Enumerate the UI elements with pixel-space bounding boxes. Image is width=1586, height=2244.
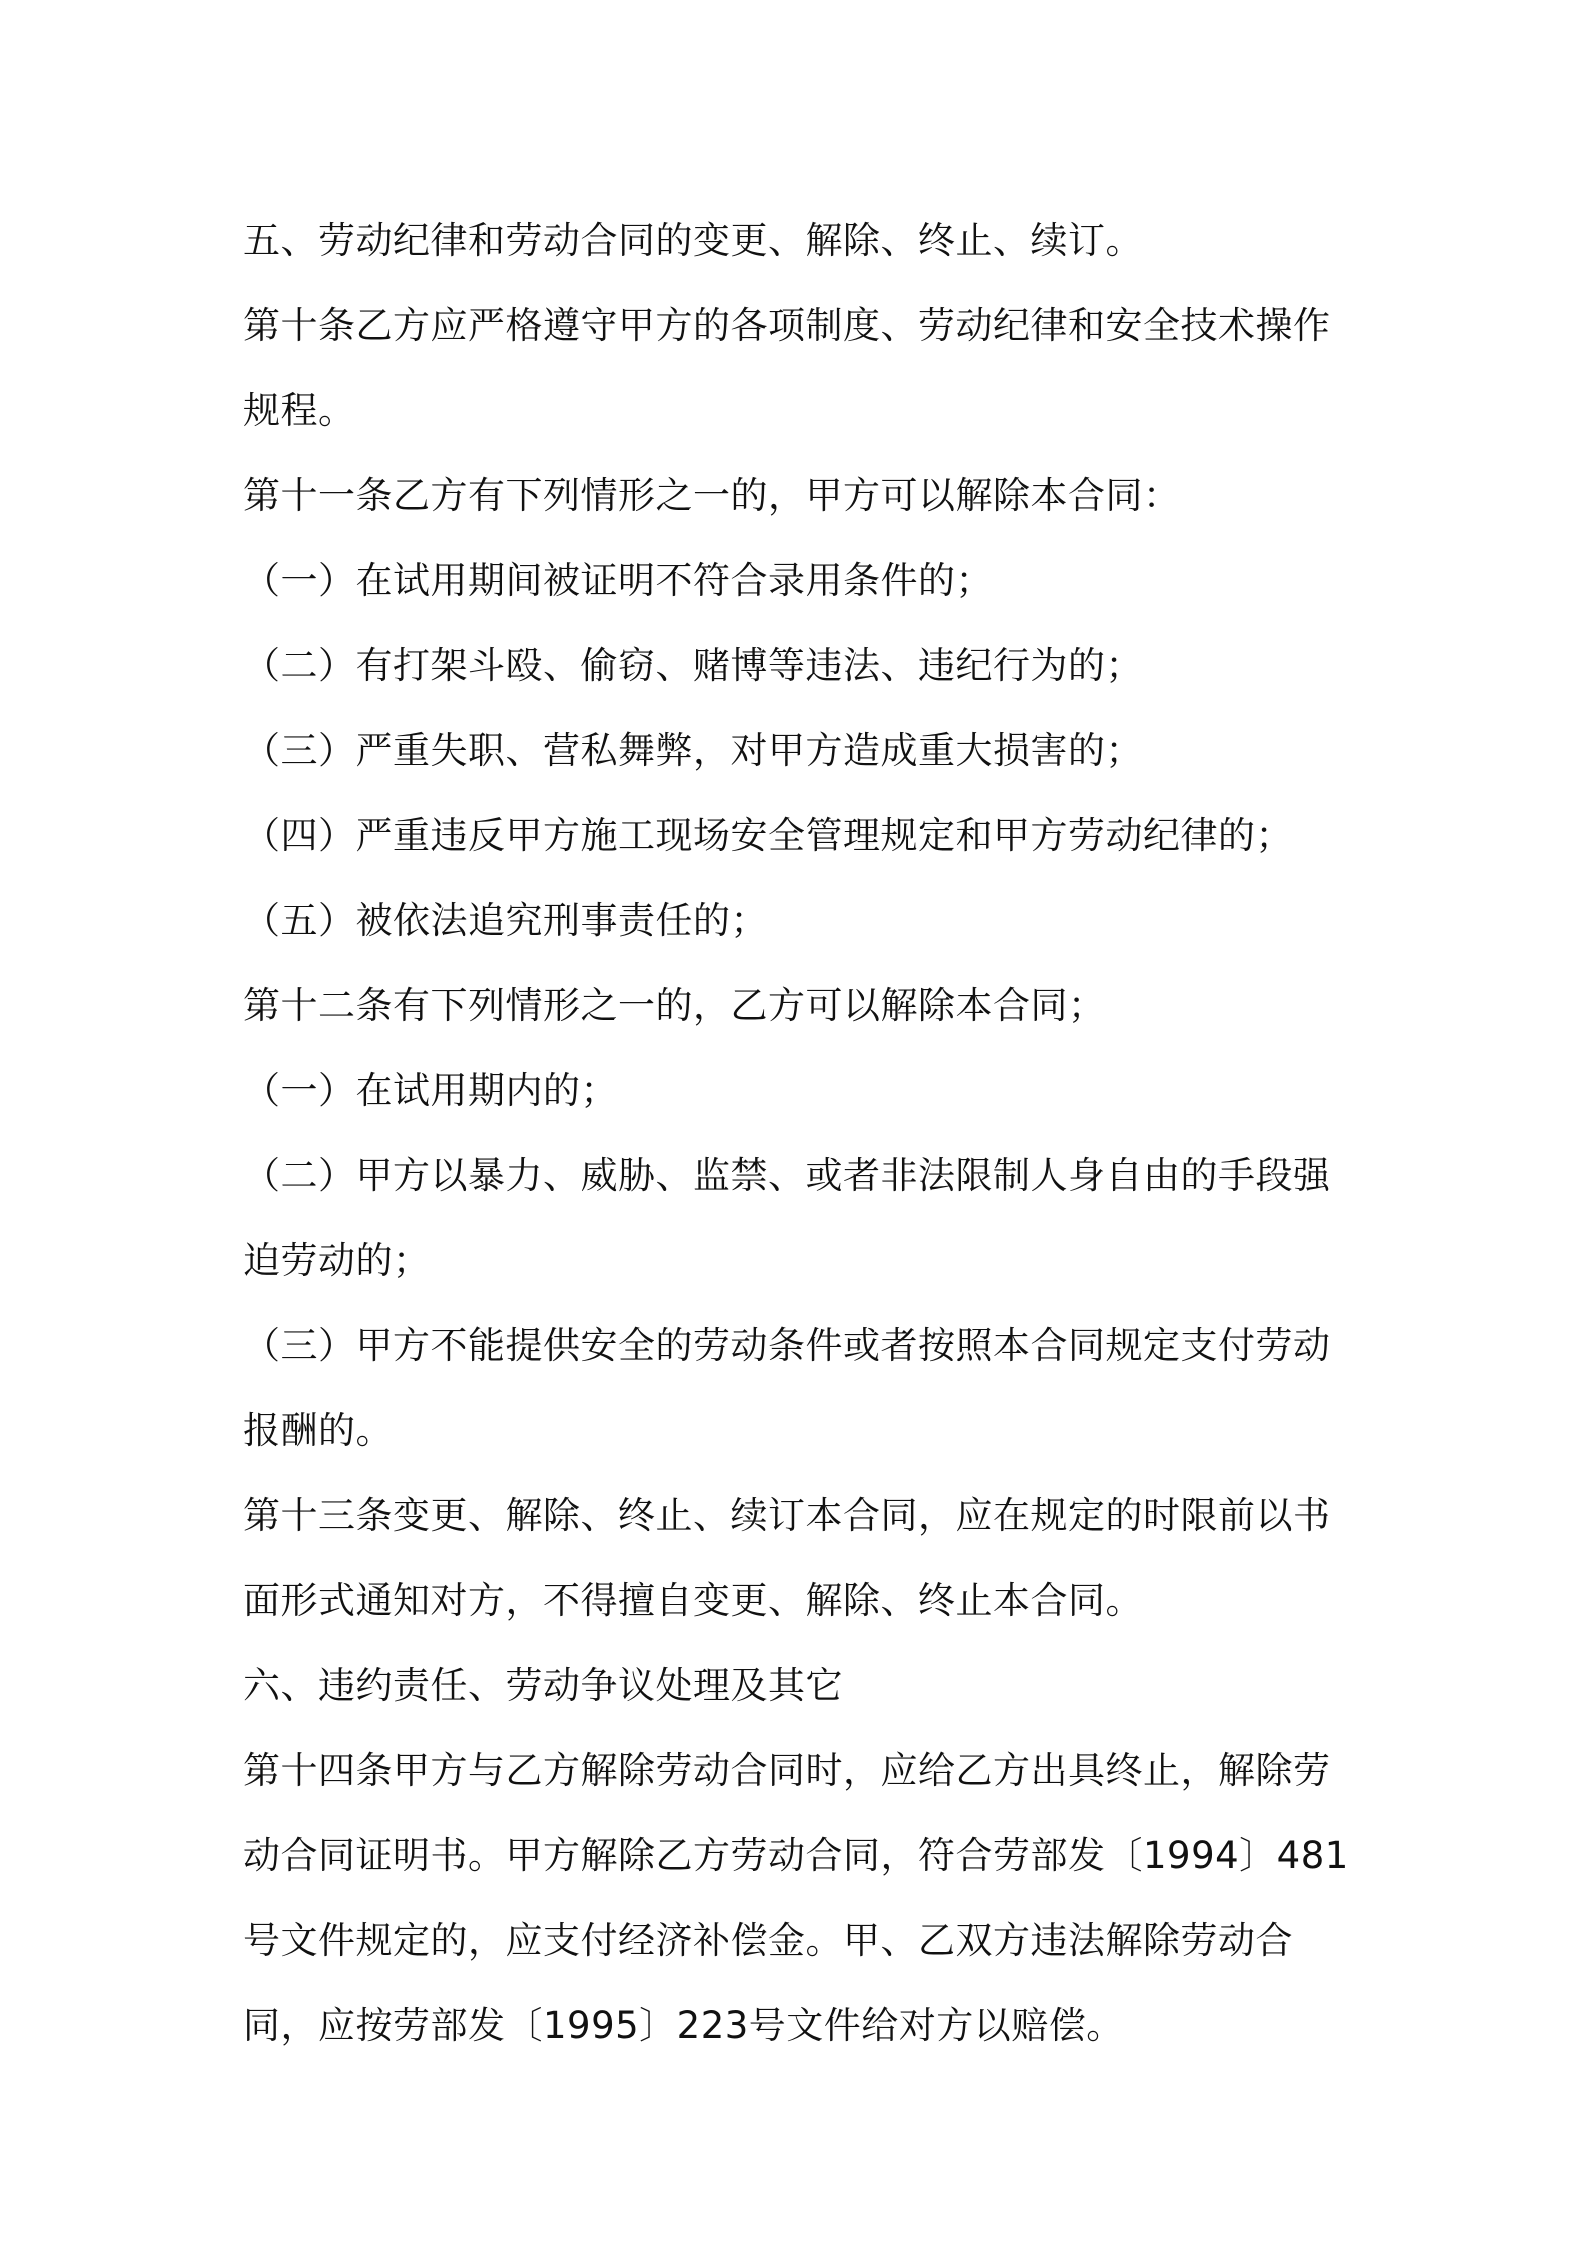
article-11-item: （二）有打架斗殴、偷窃、赌博等违法、违纪行为的； [243, 644, 1143, 687]
article-12-item: （一）在试用期内的； [243, 1069, 618, 1112]
article-11-item: （一）在试用期间被证明不符合录用条件的； [243, 559, 993, 602]
section-heading-5: 五、劳动纪律和劳动合同的变更、解除、终止、续订。 [243, 219, 1143, 262]
article-12-item: （二）甲方以暴力、威胁、监禁、或者非法限制人身自由的手段强迫劳动的； [243, 1154, 1331, 1282]
article-10: 第十条乙方应严格遵守甲方的各项制度、劳动纪律和安全技术操作规程。 [243, 304, 1331, 432]
article-12-intro: 第十二条有下列情形之一的，乙方可以解除本合同； [243, 984, 1106, 1027]
article-11-item: （四）严重违反甲方施工现场安全管理规定和甲方劳动纪律的； [243, 814, 1293, 857]
article-11-intro: 第十一条乙方有下列情形之一的，甲方可以解除本合同： [243, 474, 1181, 517]
article-12-item: （三）甲方不能提供安全的劳动条件或者按照本合同规定支付劳动报酬的。 [243, 1324, 1331, 1452]
article-14: 第十四条甲方与乙方解除劳动合同时，应给乙方出具终止，解除劳动合同证明书。甲方解除乙方劳动合同，符合劳部发〔1994〕481号文件规定的，应支付经济补偿金。甲、乙双方违法解除劳动合同，应按劳部发〔1995〕223号文件给对方以赔偿。 [243, 1749, 1349, 2047]
article-13: 第十三条变更、解除、终止、续订本合同，应在规定的时限前以书面形式通知对方，不得擅自变更、解除、终止本合同。 [243, 1494, 1331, 1622]
article-11-item: （三）严重失职、营私舞弊，对甲方造成重大损害的； [243, 729, 1143, 772]
section-heading-6: 六、违约责任、劳动争议处理及其它 [243, 1664, 843, 1707]
article-11-item: （五）被依法追究刑事责任的； [243, 899, 768, 942]
document-page [243, 198, 1363, 2068]
